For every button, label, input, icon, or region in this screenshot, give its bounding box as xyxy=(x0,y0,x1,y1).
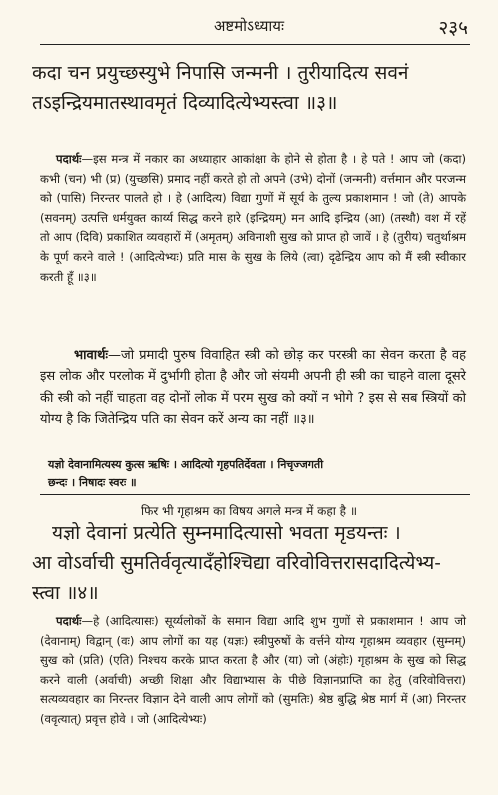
mantra-4-intro: फिर भी गृहाश्रम का विषय अगले मन्त्र में कहा है ॥ xyxy=(140,504,358,518)
padartha-4 xyxy=(40,612,466,730)
mantra-3-line-1: कदा चन प्रयुच्छस्युभे निपासि जन्मनी । तुरीयादित्य सवनं xyxy=(32,62,409,84)
padartha-3-text: —इस मन्त्र में नकार का अध्याहार आकांक्षा के होने से होता है । हे पते ! आप जो (कदा) कभी (चन) भी (प्र) (युच्छसि) प्रमाद नहीं करते हो तो अपने (उभे) दोनों (जन्मनी) वर्त्तमान और परजन्म को (पासि) निरन्तर पालते हो । हे (आदित्य) विद्या गुणों में सूर्य के तुल्य प्रकाशमान ! जो (ते) आपके (सवनम्) उत्पत्ति धर्मयुक्त कार्य्य सिद्ध करने हारे (इन्द्रियम्) मन आदि इन्द्रिय (आ) (तस्थौ) वश में रहें तो आप (दिवि) प्रकाशित व्यवहारों में (अमृतम्) अविनाशी सुख को प्राप्त हो जावें । हे (तुरीय) चतुर्थाश्रम के पूर्ण करने वाले ! (आदित्येभ्यः) प्रति मास के सुख के लिये (त्वा) दृढेन्द्रिय आप को मैं स्त्री स्वीकार करती हूँ ॥३॥ xyxy=(40,152,466,284)
mantra-4 xyxy=(32,518,472,608)
mantra-4-info-line-2: छन्दः । निषादः स्वरः ॥ xyxy=(48,476,137,489)
padartha-3 xyxy=(40,150,466,287)
page-header xyxy=(0,14,498,40)
bhavartha-3-text: —जो प्रमादी पुरुष विवाहित स्त्री को छोड़ कर परस्त्री का सेवन करता है वह इस लोक और परलोक में दुर्भागी होता है और जो संयमी अपनी ही स्त्री का चाहने वाला दूसरे की स्त्री को नहीं चाहता वह दोनों लोक में परम सुख को क्यों न भोगे ? इस से सब स्त्रियों को योग्य है कि जितेन्द्रिय पति का सेवन करें अन्य का नहीं ॥३॥ xyxy=(40,348,466,428)
header-rule xyxy=(40,44,470,45)
mantra-4-line-3: स्त्वा ॥४॥ xyxy=(32,582,99,604)
chapter-title: अष्टमोऽध्यायः xyxy=(213,17,285,35)
bhavartha-3-label: भावार्थः xyxy=(74,348,109,363)
page-number: २३५ xyxy=(438,17,468,39)
section-rule xyxy=(40,494,470,495)
mantra-4-info xyxy=(48,456,468,492)
padartha-4-label: पदार्थः xyxy=(56,614,82,628)
padartha-4-text: —हे (आदित्यासः) सूर्य्यलोकों के समान विद्या आदि शुभ गुणों से प्रकाशमान ! आप जो (देवानाम्) विद्वान् (वः) आप लोगों का यह (यज्ञः) स्त्रीपुरुषों के वर्त्तने योग्य गृहाश्रम व्यवहार (सुम्नम्) सुख को (प्रति) (एति) निश्चय करके प्राप्त करता है और (या) जो (अंहोः) गृहाश्रम के सुख को सिद्ध करने वाली (अर्वाची) अच्छी शिक्षा और विद्याभ्यास के पीछे विज्ञानप्राप्ति का हेतु (वरिवोवित्तरा) सत्यव्यवहार का निरन्तर विज्ञान देने वाली आप लोगों को (सुमतिः) श्रेष्ठ बुद्धि श्रेष्ठ मार्ग में (आ) निरन्तर (ववृत्यात्) प्रवृत्त होवे । जो (आदित्येभ्यः) xyxy=(40,614,466,726)
mantra-4-line-2: आ वोऽर्वाची सुमतिर्ववृत्यादँहोश्चिद्या वरिवोवित्तरासदादित्येभ्य- xyxy=(32,552,441,574)
mantra-4-line-1: यज्ञो देवानां प्रत्येति सुम्नमादित्यासो भवता मृडयन्तः । xyxy=(52,522,401,544)
mantra-4-info-line-1: यज्ञो देवानामित्यस्य कुत्स ऋषिः । आदित्यो गृहपतिर्देवता । निचृज्जगती xyxy=(48,458,324,471)
padartha-3-label: पदार्थः xyxy=(56,152,82,166)
bhavartha-3 xyxy=(40,345,466,431)
mantra-3-line-2: तऽइन्द्रियमातस्थावमृतं दिव्यादित्येभ्यस्त्वा ॥३॥ xyxy=(32,92,338,114)
mantra-3 xyxy=(32,58,472,118)
